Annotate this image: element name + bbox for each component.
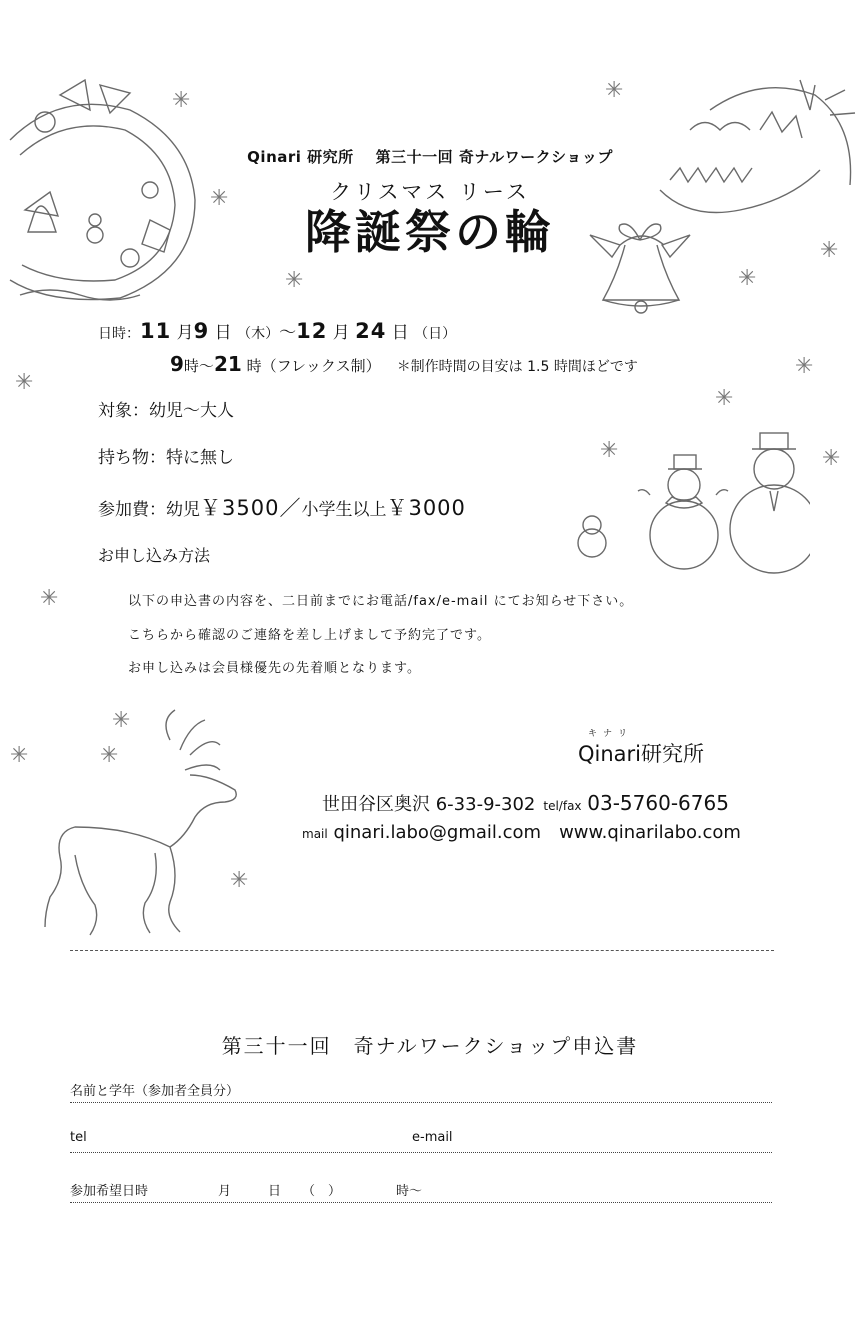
email-link[interactable]: qinari.labo@gmail.com (333, 822, 542, 843)
org-ruby: キナリ (588, 729, 634, 739)
tilde: ～ (279, 323, 297, 343)
snowflake-icon: ✳ (738, 266, 757, 291)
apply-line-3: お申し込みは会員様優先の先着順となります。 (128, 661, 421, 676)
end-weekday: （日） (414, 326, 457, 342)
target-value: 幼児～大人 (149, 401, 234, 421)
belongings-row (98, 443, 234, 468)
fee-label: 参加費： (98, 500, 166, 520)
subtitle: クリスマス リース (330, 180, 530, 204)
tel-number: 03-5760-6765 (587, 791, 729, 815)
page-title: 降誕祭の輪 (305, 205, 555, 259)
snowflake-icon: ✳ (605, 78, 624, 103)
form-title: 第三十一回 奇ナルワークショップ申込書 (221, 1034, 639, 1058)
fee-child-price: ￥3500 (200, 496, 280, 520)
end-day-unit: 日 (391, 323, 409, 343)
open-unit: 時～ (183, 357, 214, 375)
duration-note: ＊制作時間の目安は 1.5 時間ほどです (396, 359, 638, 375)
address: 世田谷区奥沢 6-33-9-302 (322, 794, 536, 815)
snowflake-icon: ✳ (822, 446, 841, 471)
snowflake-icon: ✳ (795, 354, 814, 379)
start-month: 11 (140, 319, 172, 343)
name-field-label: 名前と学年（参加者全員分） (70, 1084, 240, 1099)
snowflake-icon: ✳ (10, 743, 29, 768)
fee-child: 幼児 (166, 500, 200, 520)
name-field[interactable] (70, 1080, 772, 1103)
contact-org-name: Qinari研究所 (578, 742, 705, 766)
fee-adult-price: ￥3000 (386, 496, 466, 520)
apply-heading: お申し込み方法 (98, 546, 211, 565)
header-line (0, 146, 860, 167)
end-month-unit: 月 (332, 323, 350, 343)
snowflake-icon: ✳ (210, 186, 229, 211)
apply-line-1: 以下の申込書の内容を、二日前までにお電話/fax/e-mail にてお知らせ下さい。 (128, 594, 634, 609)
reindeer-illustration (40, 705, 260, 940)
start-weekday: （木） (237, 326, 280, 342)
snowflake-icon: ✳ (285, 268, 304, 293)
snowflake-icon: ✳ (172, 88, 191, 113)
hour-label: 時～ (396, 1184, 423, 1199)
mail-line (302, 822, 741, 843)
schedule-row (98, 318, 456, 343)
end-day: 24 (355, 319, 387, 343)
cut-line (70, 950, 774, 951)
date-field-label: 参加希望日時 (70, 1184, 149, 1199)
tel-field-label: tel (70, 1130, 87, 1145)
apply-line-2: こちらから確認のご連絡を差し上げまして予約完了です。 (128, 628, 491, 643)
flex-label: （フレックス制） (261, 357, 381, 375)
fee-separator: ／ (279, 496, 302, 520)
tel-email-field[interactable] (70, 1130, 772, 1153)
day-label: 日 (268, 1184, 282, 1199)
schedule-label: 日時： (98, 326, 140, 342)
start-day-unit: 日 (214, 323, 232, 343)
date-field[interactable] (70, 1180, 772, 1203)
weekday-paren: （ ） (302, 1184, 342, 1199)
website-link[interactable]: www.qinarilabo.com (559, 822, 741, 843)
snowflake-icon: ✳ (100, 743, 119, 768)
address-line (322, 790, 729, 816)
close-unit: 時 (246, 357, 262, 375)
snowflake-icon: ✳ (715, 386, 734, 411)
org-name: Qinari 研究所 (247, 148, 354, 166)
start-month-unit: 月 (176, 323, 194, 343)
fee-adult: 小学生以上 (301, 500, 387, 520)
month-label: 月 (218, 1184, 232, 1199)
close-hour: 21 (213, 352, 242, 376)
snowflake-icon: ✳ (820, 238, 839, 263)
belongings-value: 特に無し (166, 448, 234, 468)
target-label: 対象： (98, 401, 149, 421)
snowflake-icon: ✳ (15, 370, 34, 395)
start-day: 9 (193, 319, 210, 343)
end-month: 12 (296, 319, 328, 343)
mail-label: mail (302, 827, 328, 841)
open-hour: 9 (170, 352, 184, 376)
tel-label: tel/fax (543, 799, 582, 813)
email-field-label: e-mail (412, 1130, 453, 1145)
target-row (98, 396, 234, 421)
snowflake-icon: ✳ (40, 586, 59, 611)
hours-row (170, 352, 638, 376)
snowflake-icon: ✳ (230, 868, 249, 893)
workshop-name: 第三十一回 奇ナルワークショップ (375, 148, 613, 166)
fee-row (98, 492, 466, 522)
snowflake-icon: ✳ (112, 708, 131, 733)
snowflake-icon: ✳ (600, 438, 619, 463)
belongings-label: 持ち物： (98, 448, 166, 468)
